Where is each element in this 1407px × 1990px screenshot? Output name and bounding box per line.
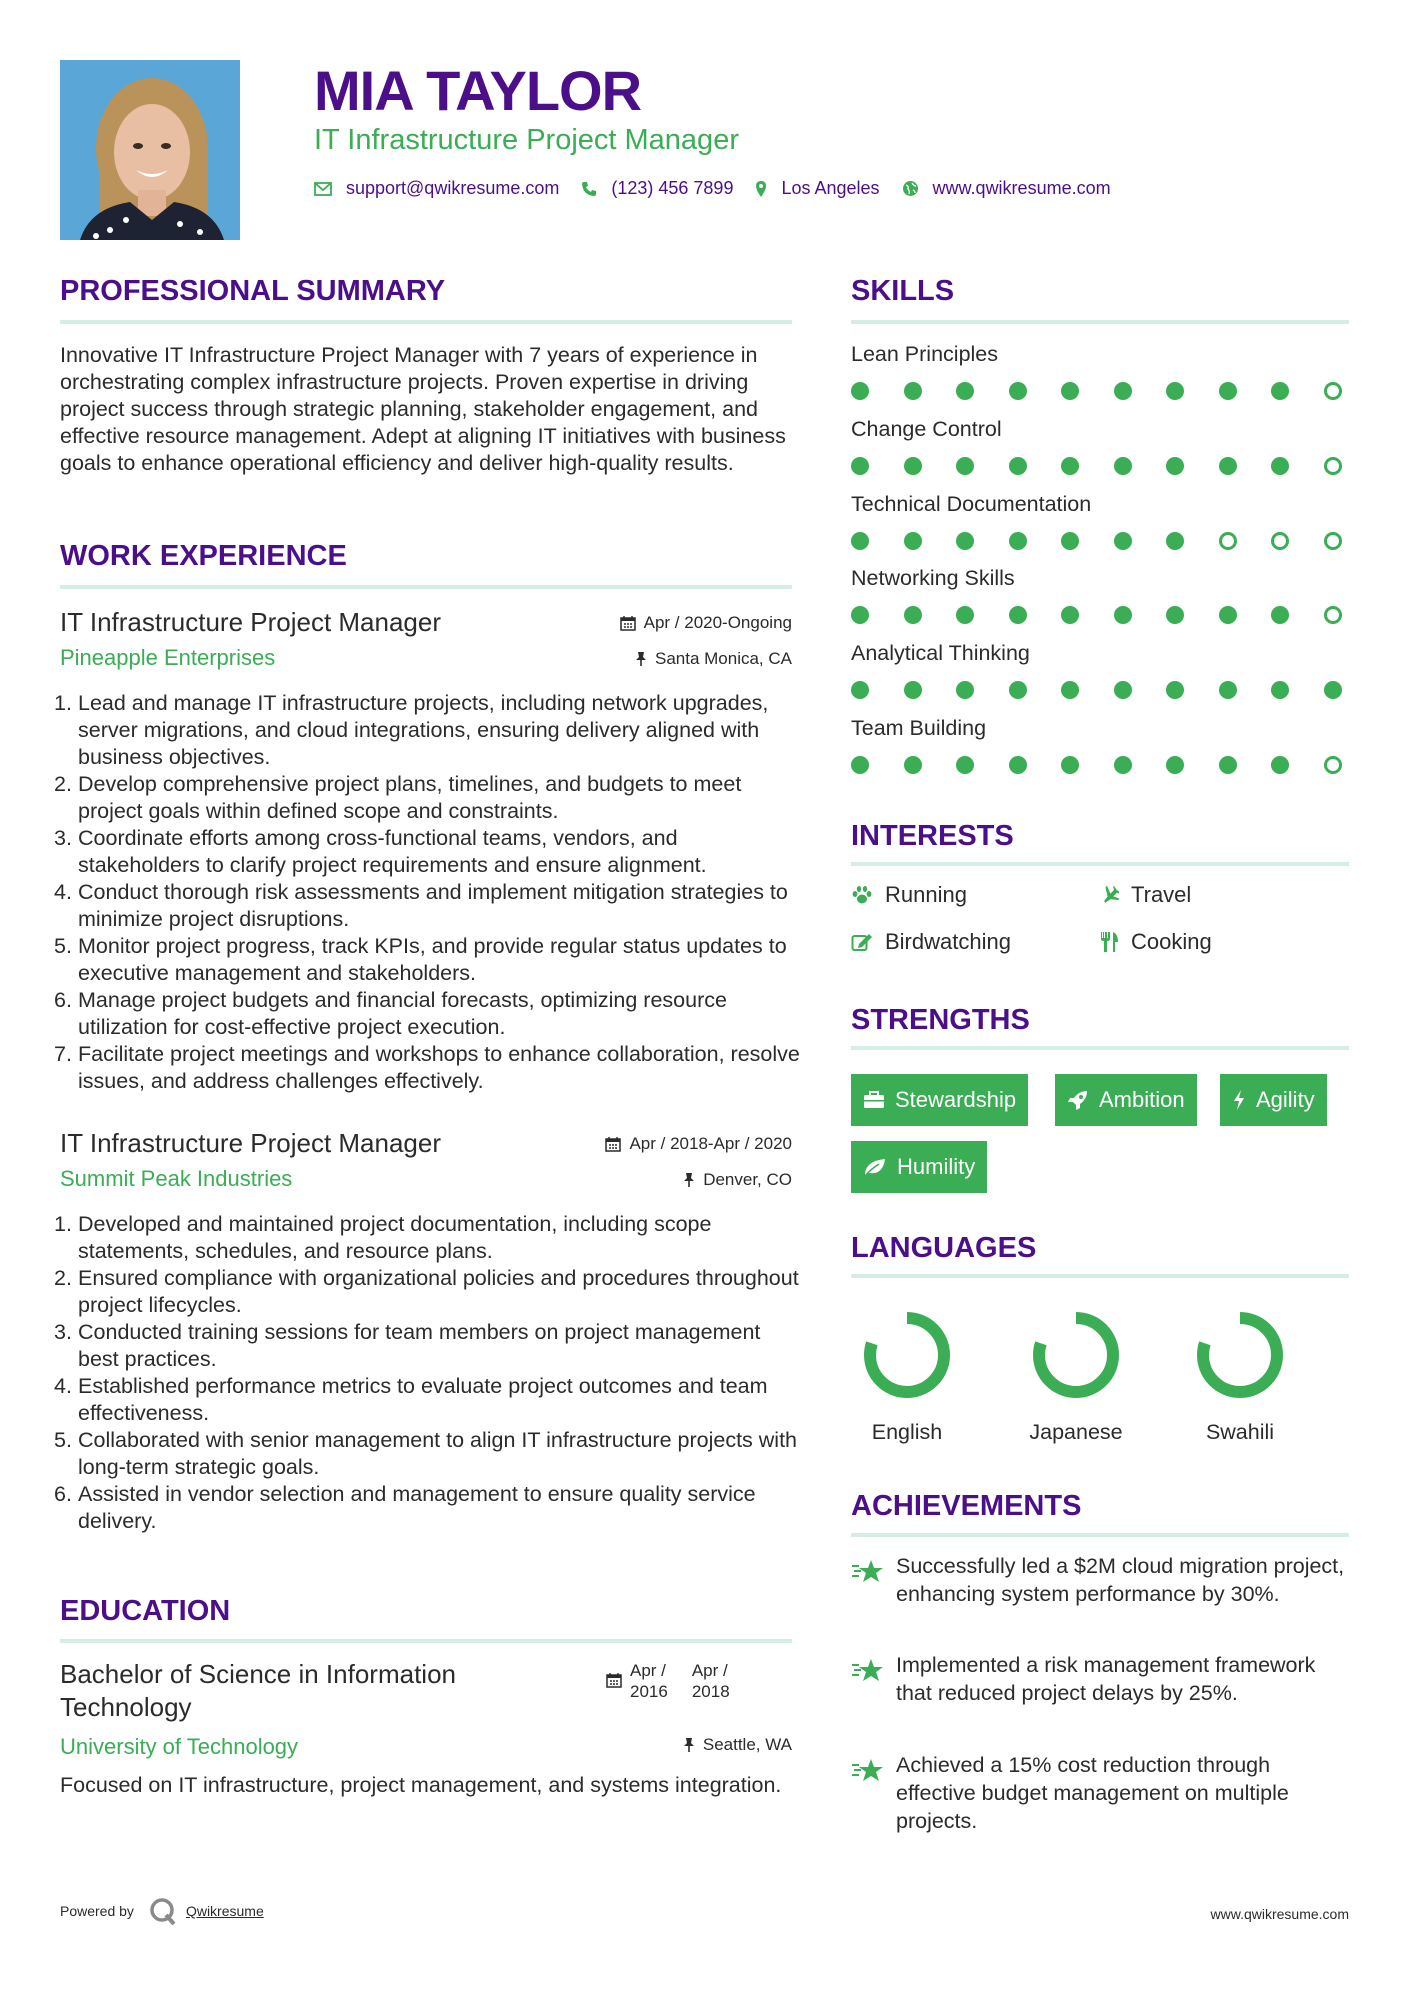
filled-dot [1324,681,1342,699]
job-role: IT Infrastructure Project Manager [60,607,442,637]
interests-heading: INTERESTS [851,820,1014,852]
list-item [54,1265,800,1319]
empty-dot [1324,756,1342,774]
calendar-icon [606,1672,622,1688]
globe-icon [902,180,919,197]
filled-dot [1009,606,1027,624]
skill-name: Networking Skills [851,566,1015,590]
duty-text: Conducted training sessions for team members on project management best practices. [78,1320,761,1371]
job-date [605,1134,792,1154]
list-item [54,1481,800,1535]
education-end-date [692,1660,730,1702]
email-text: support@qwikresume.com [346,178,560,198]
qwikresume-link[interactable]: Qwikresume [185,1903,264,1919]
filled-dot [1271,606,1289,624]
job-location-text: Santa Monica, CA [654,649,792,668]
experience-heading: WORK EXPERIENCE [60,540,347,572]
contact-website[interactable] [902,178,1111,199]
filled-dot [1114,382,1132,400]
filled-dot [1219,457,1237,475]
education-description: Focused on IT infrastructure, project management, and systems integration. [60,1773,782,1797]
website-text: www.qwikresume.com [932,178,1111,198]
education-degree: Bachelor of Science in Information Technology [60,1659,456,1722]
language-gauge-arc [870,1318,944,1392]
empty-dot [1324,457,1342,475]
interest-item [851,882,967,908]
skill-row [851,342,1351,372]
qwikresume-logo-icon [148,1896,178,1926]
list-number: 4. [54,880,72,904]
interest-item [1099,882,1191,908]
list-item [54,1319,800,1373]
list-number: 5. [54,934,72,958]
achievement-item [851,1751,1351,1841]
filled-dot [851,532,869,550]
powered-by-text: Powered by [60,1903,134,1919]
job-duties-list [54,1211,800,1535]
duty-text: Facilitate project meetings and workshops to enhance collaboration, resolve issues, and address challenges effectively. [78,1042,800,1093]
duty-text: Manage project budgets and financial forecasts, optimizing resource utilization for cost-effective project execution. [78,988,727,1039]
empty-dot [1219,532,1237,550]
experience-divider [60,585,792,589]
duty-text: Assisted in vendor selection and management to ensure quality service delivery. [78,1482,756,1533]
strengths-heading: STRENGTHS [851,1004,1030,1036]
filled-dot [1219,382,1237,400]
list-number: 7. [54,1042,72,1066]
strength-label: Ambition [1099,1087,1185,1112]
education-location-text: Seattle, WA [702,1735,792,1754]
language-label: Swahili [1205,1420,1275,1444]
language-item [852,1300,962,1460]
filled-dot [1061,457,1079,475]
candidate-name: MIA TAYLOR [314,59,642,122]
languages-heading: LANGUAGES [851,1232,1037,1264]
list-number: 6. [54,1482,72,1506]
skill-rating [851,606,1351,626]
skill-row [851,417,1351,447]
list-item [54,1041,800,1095]
edit-icon [851,932,873,952]
skill-rating [851,457,1351,477]
duty-text: Develop comprehensive project plans, timelines, and budgets to meet project goals within defined scope and constraints. [78,772,742,823]
filled-dot [956,756,974,774]
skill-name: Change Control [851,417,1002,441]
language-item [1021,1300,1131,1460]
filled-dot [1009,532,1027,550]
achievements-heading: ACHIEVEMENTS [851,1490,1082,1522]
skill-row [851,641,1351,671]
list-number: 1. [54,691,72,715]
interest-label: Running [885,882,967,907]
job-duties-list [54,690,800,1095]
language-label: English [871,1420,943,1444]
strength-label: Stewardship [895,1087,1017,1112]
duty-text: Conduct thorough risk assessments and implement mitigation strategies to minimize project disruptions. [78,880,788,931]
filled-dot [1061,606,1079,624]
skill-row [851,716,1351,746]
filled-dot [904,681,922,699]
filled-dot [956,532,974,550]
strength-badge [1220,1074,1327,1126]
envelope-icon [314,182,332,196]
list-number: 3. [54,826,72,850]
education-heading: EDUCATION [60,1595,231,1627]
paw-icon [851,885,873,905]
filled-dot [1166,457,1184,475]
calendar-icon [605,1136,621,1152]
filled-dot [1271,681,1289,699]
phone-icon [581,181,597,197]
strength-badge [851,1074,1028,1126]
empty-dot [1324,606,1342,624]
skill-row [851,492,1351,522]
filled-dot [904,382,922,400]
skills-heading: SKILLS [851,275,955,307]
duty-text: Lead and manage IT infrastructure projects, including network upgrades, server migrations, and cloud integrations, ensuring delivery aligned with business objectives. [78,691,769,769]
filled-dot [1271,457,1289,475]
pin-icon [635,651,647,667]
rocket-icon [1067,1089,1089,1111]
summary-text: Innovative IT Infrastructure Project Manager with 7 years of experience in orchestrating complex infrastructure projects. Proven expertise in driving project success through strategic planning, stakeholder engagement, and effective resource management. Adept at aligning IT initiatives with business goals to enhance operational efficiency and deliver high-quality results. [60,343,786,475]
strength-badge [1055,1074,1197,1126]
list-number: 4. [54,1374,72,1398]
education-start-year: 2016 [630,1682,668,1701]
contact-email[interactable] [314,178,559,199]
leaf-icon [863,1157,887,1177]
education-end-month: Apr / [691,1661,728,1680]
filled-dot [1061,532,1079,550]
contact-row [314,178,1133,199]
filled-dot [904,457,922,475]
language-gauge-arc [1039,1318,1113,1392]
duty-text: Developed and maintained project documentation, including scope statements, schedules, and resource plans. [78,1212,712,1263]
strength-badge [851,1141,987,1193]
filled-dot [1009,681,1027,699]
filled-dot [1114,606,1132,624]
language-gauge [1021,1300,1131,1410]
list-item [54,879,800,933]
filled-dot [956,606,974,624]
job-date [620,613,792,633]
filled-dot [1061,382,1079,400]
skills-divider [851,320,1349,324]
list-number: 2. [54,1266,72,1290]
education-school: University of Technology [60,1734,299,1759]
filled-dot [1166,681,1184,699]
skill-name: Lean Principles [851,342,999,366]
interest-item [1099,929,1212,955]
list-item [54,987,800,1041]
list-item [54,825,800,879]
skill-rating [851,681,1351,701]
skill-rating [851,532,1351,552]
skill-rating [851,382,1351,402]
job-location-text: Denver, CO [703,1170,792,1189]
filled-dot [1219,606,1237,624]
strength-label: Agility [1256,1087,1315,1112]
contact-location [755,178,879,199]
star-icon [851,1657,885,1685]
achievement-text: Implemented a risk management framework that reduced project delays by 25%. [896,1653,1316,1705]
filled-dot [1166,382,1184,400]
cutlery-icon [1099,931,1119,953]
language-gauge [1185,1300,1295,1410]
list-item [54,690,800,771]
list-number: 2. [54,772,72,796]
filled-dot [1009,382,1027,400]
star-icon [851,1757,885,1785]
skill-name: Team Building [851,716,987,740]
duty-text: Established performance metrics to evaluate project outcomes and team effectiveness. [78,1374,768,1425]
briefcase-icon [863,1091,885,1109]
list-number: 6. [54,988,72,1012]
filled-dot [1114,532,1132,550]
star-icon [851,1558,885,1586]
language-item [1185,1300,1295,1460]
interest-label: Birdwatching [885,929,1011,954]
job-header [60,1128,792,1198]
duty-text: Coordinate efforts among cross-functional teams, vendors, and stakeholders to clarify project requirements and ensure alignment. [78,826,707,877]
job-company: Summit Peak Industries [60,1166,293,1191]
job-header [60,607,792,677]
education-start-date [630,1660,668,1702]
filled-dot [1166,606,1184,624]
bolt-icon [1232,1089,1246,1111]
phone-text: (123) 456 7899 [611,178,734,198]
filled-dot [1271,756,1289,774]
duty-text: Collaborated with senior management to align IT infrastructure projects with long-term strategic goals. [78,1428,798,1479]
summary-heading: PROFESSIONAL SUMMARY [60,275,446,307]
calendar-icon [620,615,636,631]
job-date-text: Apr / 2018-Apr / 2020 [629,1134,792,1153]
interest-label: Travel [1131,882,1192,907]
filled-dot [956,457,974,475]
filled-dot [1114,681,1132,699]
filled-dot [851,681,869,699]
empty-dot [1271,532,1289,550]
list-number: 1. [54,1212,72,1236]
filled-dot [1114,756,1132,774]
education-dates [606,1660,730,1702]
achievement-text: Successfully led a $2M cloud migration project, enhancing system performance by 30%. [896,1554,1345,1606]
languages-divider [851,1274,1349,1278]
interests-divider [851,862,1349,866]
footer-website[interactable]: www.qwikresume.com [1210,1906,1349,1922]
filled-dot [851,606,869,624]
strength-label: Humility [897,1154,976,1179]
skill-name: Analytical Thinking [851,641,1030,665]
list-item [54,933,800,987]
list-number: 3. [54,1320,72,1344]
map-marker-icon [755,180,767,198]
filled-dot [904,756,922,774]
achievement-item [851,1651,1351,1741]
pin-icon [683,1737,695,1753]
filled-dot [1009,756,1027,774]
interest-item [851,929,1011,955]
list-number: 5. [54,1428,72,1452]
list-item [54,1427,800,1481]
filled-dot [851,756,869,774]
job-date-text: Apr / 2020-Ongoing [643,613,792,632]
job-location [635,649,792,669]
filled-dot [1271,382,1289,400]
interest-label: Cooking [1131,929,1212,954]
filled-dot [1219,756,1237,774]
empty-dot [1324,532,1342,550]
filled-dot [1166,532,1184,550]
education-start-month: Apr / [630,1661,666,1680]
filled-dot [1114,457,1132,475]
achievement-text: Achieved a 15% cost reduction through effective budget management on multiple projects. [896,1753,1289,1833]
achievement-item [851,1552,1351,1642]
list-item [54,1211,800,1265]
duty-text: Ensured compliance with organizational policies and procedures throughout project lifecycles. [78,1266,799,1317]
language-label: Japanese [1029,1420,1123,1444]
plane-icon [1099,885,1119,905]
filled-dot [851,457,869,475]
pin-icon [683,1172,695,1188]
contact-phone[interactable] [581,178,733,199]
filled-dot [1061,756,1079,774]
education-location [683,1735,792,1755]
candidate-title: IT Infrastructure Project Manager [314,124,739,156]
list-item [54,771,800,825]
filled-dot [1219,681,1237,699]
filled-dot [956,681,974,699]
language-gauge [852,1300,962,1410]
profile-photo [60,60,240,240]
skill-name: Technical Documentation [851,492,1092,516]
skill-row [851,566,1351,596]
education-divider [60,1639,792,1643]
footer-branding [60,1896,264,1926]
filled-dot [956,382,974,400]
location-text: Los Angeles [781,178,880,198]
strengths-divider [851,1046,1349,1050]
job-role: IT Infrastructure Project Manager [60,1128,442,1158]
profile-photo-illustration [60,60,240,240]
achievements-divider [851,1533,1349,1537]
filled-dot [851,382,869,400]
filled-dot [904,606,922,624]
filled-dot [904,532,922,550]
language-gauge-arc [1203,1318,1277,1392]
filled-dot [1009,457,1027,475]
list-item [54,1373,800,1427]
filled-dot [1166,756,1184,774]
summary-divider [60,320,792,324]
job-company: Pineapple Enterprises [60,645,276,670]
skill-rating [851,756,1351,776]
filled-dot [1061,681,1079,699]
duty-text: Monitor project progress, track KPIs, and provide regular status updates to executive management and stakeholders. [78,934,787,985]
empty-dot [1324,382,1342,400]
job-location [683,1170,792,1190]
education-end-year: 2018 [691,1682,730,1701]
